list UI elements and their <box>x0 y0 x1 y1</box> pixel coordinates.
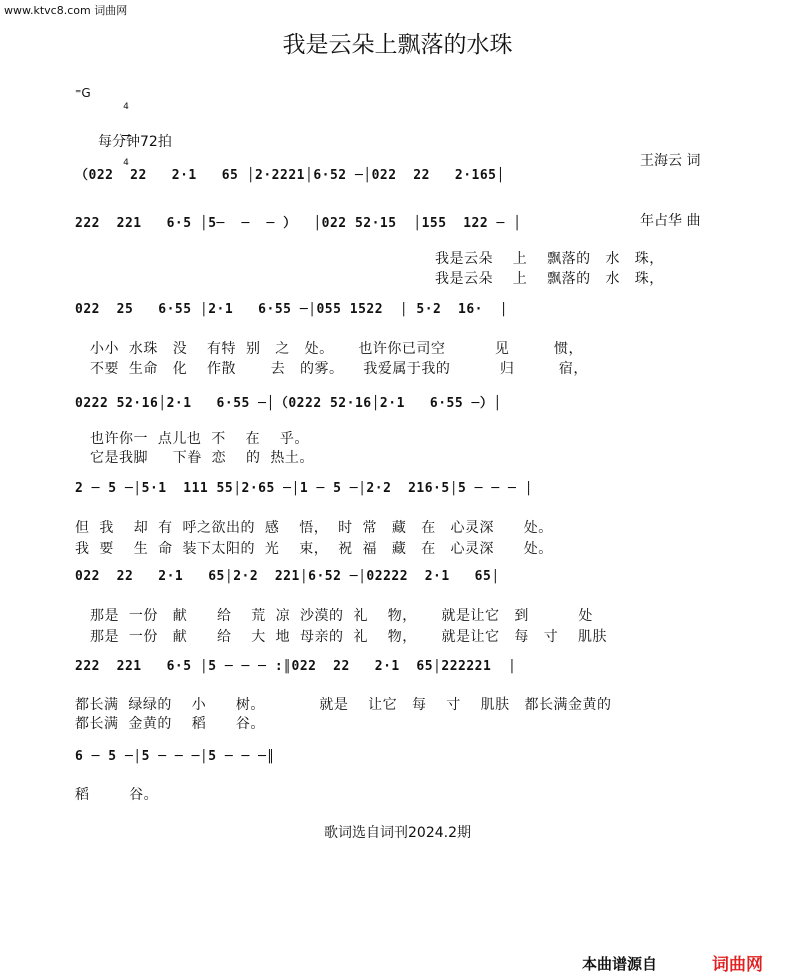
tempo-marking: 每分钟72拍 <box>98 134 172 150</box>
meter-bottom: 4 <box>123 158 129 168</box>
notes: 022 22 2·1 65│2·2 221│6·52 ─│02222 2·1 65│ <box>75 569 500 584</box>
notes: 6 ─ 5 ─│5 ─ ─ ─│5 ─ ─ ─║ <box>75 749 275 764</box>
lyric-v1-b <box>75 338 583 358</box>
notation-line-8 <box>75 745 315 785</box>
lyric-v1-g <box>75 784 158 804</box>
lyric-text: 那是 一份 献 给 大 地 母亲的 礼 物， 就是让它 每 寸 肌肤 <box>90 629 608 645</box>
notation-line-7 <box>75 655 740 695</box>
lyric-text: 都长满 金黄的 稻 谷。 <box>75 716 265 732</box>
lyric-v2-a <box>75 268 664 288</box>
notation-line-6 <box>75 565 740 605</box>
lyric-v1-a <box>75 248 664 268</box>
source-note: 歌词选自词刊2024.2期 <box>324 825 471 841</box>
notes: （022 22 2·1 65 │2·2221│6·52 ─│022 22 2·165│ <box>75 168 505 183</box>
notation-line-5 <box>75 477 740 517</box>
lyric-text: 但 我 却 有 呼之欲出的 感 悟， 时 常 藏 在 心灵深 处。 <box>75 520 553 536</box>
lyric-v1-f <box>75 694 611 714</box>
lyric-text: 不要 生命 化 作散 去 的雾。 我爱属于我的 归 宿， <box>90 361 588 377</box>
notation-line-2 <box>75 208 740 248</box>
lyric-v1-e <box>75 605 593 625</box>
lyric-text: 我是云朵 上 飘落的 水 珠， <box>435 271 664 287</box>
lyric-text: 我 要 生 命 装下太阳的 光 束， 祝 福 藏 在 心灵深 处。 <box>75 541 553 557</box>
lyric-text: 也许你一 点儿也 不 在 乎。 <box>90 431 309 447</box>
lyricist: 王海云 词 <box>640 153 701 169</box>
song-title: 我是云朵上飘落的水珠 <box>282 32 513 58</box>
notation-line-3 <box>75 298 740 338</box>
notation-line-4 <box>75 388 740 428</box>
lyric-v1-c <box>75 428 309 448</box>
lyric-text: 都长满 绿绿的 小 树。 就是 让它 每 寸 肌肤 都长满金黄的 <box>75 697 612 713</box>
composer: 年占华 曲 <box>640 213 701 229</box>
lyric-text: 它是我脚 下眷 恋 的 热土。 <box>90 450 314 466</box>
lyric-v2-d <box>75 538 553 558</box>
lyric-v1-d <box>75 517 553 537</box>
lyric-v2-c <box>75 447 314 467</box>
meter-top: 4 <box>123 102 129 112</box>
footer-source-label: 本曲谱源自 <box>582 955 658 973</box>
notes: 022 25 6·55 │2·1 6·55 ─│055 1522 │ 5·2 16· │ <box>75 302 508 317</box>
lyric-v2-b <box>75 358 588 378</box>
key-signature: ⁼G <box>75 86 91 100</box>
footer-site-logo[interactable]: 词曲网 <box>712 955 763 975</box>
notes: 222 221 6·5 │5 ─ ─ ─ :║022 22 2·1 65│222221 │ <box>75 659 517 674</box>
notes: 0222 52·16│2·1 6·55 ─│（0222 52·16│2·1 6·55 ─）│ <box>75 396 502 411</box>
lyric-text: 稻 谷。 <box>75 787 159 803</box>
notes: 2 ─ 5 ─│5·1 111 55│2·65 ─│1 ─ 5 ─│2·2 216·5│5 ─ ─ ─ │ <box>75 481 533 496</box>
notes: 222 221 6·5 │5─ ─ ─ ） │022 52·15 │155 122 ─ │ <box>75 216 522 231</box>
notation-line-1 <box>75 160 740 200</box>
lyric-text: 小小 水珠 没 有特 别 之 处。 也许你已司空 见 惯， <box>90 341 583 357</box>
lyric-text: 我是云朵 上 飘落的 水 珠， <box>435 251 664 267</box>
lyric-text: 那是 一份 献 给 荒 凉 沙漠的 礼 物， 就是让它 到 处 <box>90 608 593 624</box>
site-watermark: www.ktvc8.com 词曲网 <box>4 4 128 17</box>
lyric-v2-e <box>75 626 607 646</box>
lyric-v2-f <box>75 713 265 733</box>
